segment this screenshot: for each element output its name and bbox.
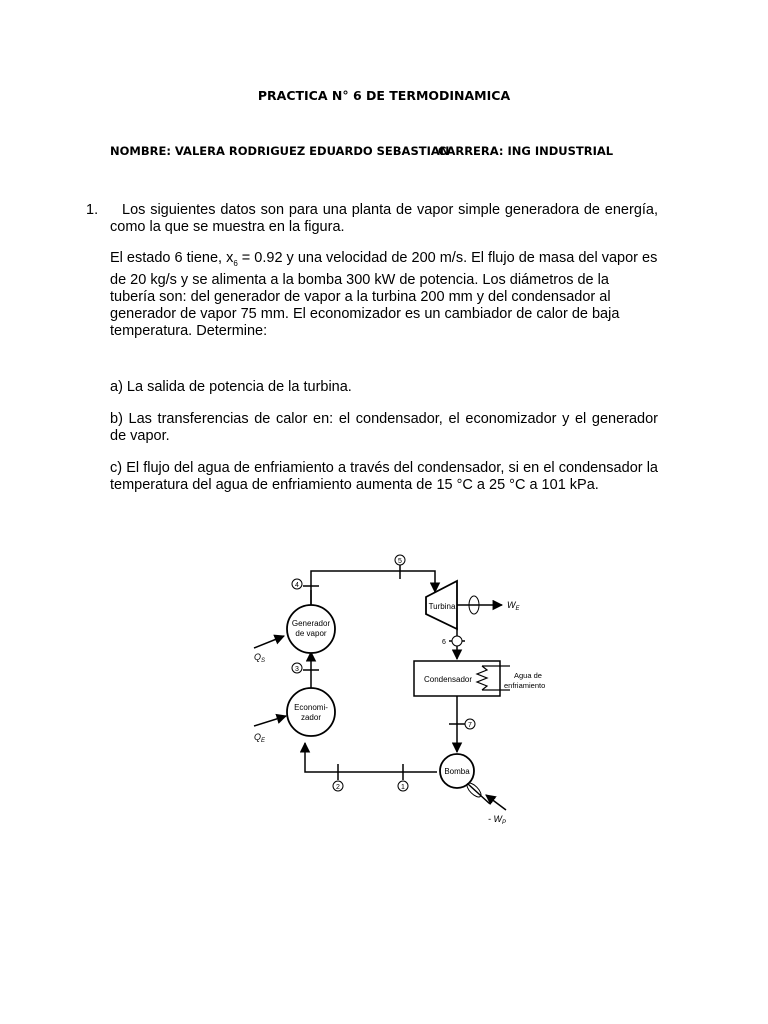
- svg-text:Generador: Generador: [291, 619, 331, 628]
- w-turbine-label: $W_E$: [507, 600, 520, 612]
- question-part-a: a) La salida de potencia de la turbina.: [110, 379, 352, 395]
- question-intro-text: Los siguientes datos son para una planta de vapor simple generadora de energía, como la que se muestra en la figura.: [110, 202, 658, 235]
- svg-text:7: 7: [468, 722, 472, 729]
- student-info: [110, 144, 614, 158]
- question-number: 1.: [86, 202, 99, 218]
- svg-text:2: 2: [336, 784, 340, 791]
- economizer: [287, 688, 335, 736]
- svg-text:Condensador: Condensador: [423, 675, 473, 684]
- svg-text:zador: zador: [300, 713, 322, 722]
- question-part-b: b) Las transferencias de calor en: el condensador, el economizador y el generador de vapor.: [110, 411, 658, 444]
- svg-text:Economi-: Economi-: [294, 703, 328, 712]
- svg-text:6: 6: [442, 639, 446, 646]
- svg-text:Agua de: Agua de: [514, 671, 542, 680]
- svg-text:Bomba: Bomba: [444, 767, 470, 776]
- student-name: NOMBRE: VALERA RODRIGUEZ EDUARDO SEBASTIAN: [110, 144, 450, 158]
- pipe-pump-economizer: [305, 743, 437, 772]
- w-pump-label: - $W_P$: [488, 814, 507, 826]
- svg-text:5: 5: [398, 558, 402, 565]
- svg-text:enfriamiento: enfriamiento: [504, 681, 546, 690]
- question-data: El estado 6 tiene, $x_6 = 0.92$ y una velocidad de 200 m/s. El flujo de masa del vapor es de 20 kg/s y se alimenta a la bomba 300 kW de potencia. Los diámetros de la tubería son: del generador de vapor a la turbina 200 mm y del condensador al generador de vapor 75 mm. El economizador es un cambiador de calor de baja temperatura. Determine:: [110, 250, 658, 339]
- question-intro: [110, 202, 658, 236]
- steam-plant-diagram: [232, 548, 552, 848]
- question-part-c: c) El flujo del agua de enfriamiento a través del condensador, si en el condensador la temperatura del agua de enfriamiento aumenta de 15 °C a 25 °C a 101 kPa.: [110, 460, 658, 493]
- svg-text:Turbina: Turbina: [428, 602, 456, 611]
- svg-text:de vapor: de vapor: [295, 629, 327, 638]
- heat-arrow-generator: [254, 636, 284, 648]
- svg-text:4: 4: [295, 582, 299, 589]
- svg-text:3: 3: [295, 666, 299, 673]
- svg-text:1: 1: [401, 784, 405, 791]
- q-generator-label: $Q_S$: [254, 652, 266, 664]
- q-economizer-label: $Q_E$: [254, 732, 266, 744]
- student-career: CARRERA: ING INDUSTRIAL: [438, 144, 614, 158]
- heat-arrow-economizer: [254, 716, 286, 726]
- pipe-generator-turbine: [311, 571, 435, 606]
- document-title: PRACTICA N° 6 DE TERMODINAMICA: [257, 88, 511, 103]
- state-subscript: 6: [233, 258, 238, 268]
